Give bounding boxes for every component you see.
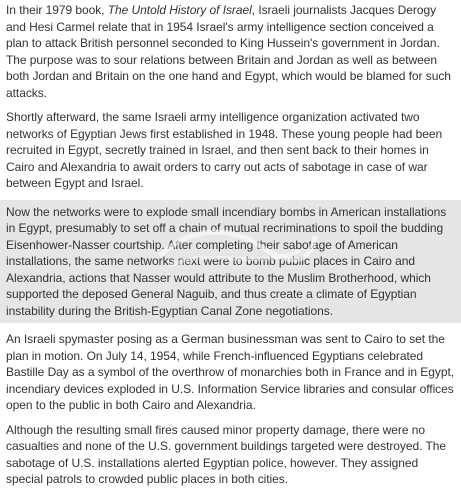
book-title: The Untold History of Israel	[107, 3, 252, 17]
paragraph-5: Although the resulting small fires caused minor property damage, there were no casualties and none of the U.S. government buildings targeted were destroyed. The sabotage of U.S. installations alerted Egyptian police, however. They assigned special patrols to crowded public places in both cities.	[6, 422, 447, 486]
paragraph-4: An Israeli spymaster posing as a German businessman was sent to Cairo to set the plan in motion. On July 14, 1954, while French-influenced Egyptians celebrated Bastille Day as a symbol of the overthrow of monarchies both in France and in Egypt, incendiary devices exploded in U.S. Information Service libraries and consular offices open to the public in both Cairo and Alexandria.	[6, 332, 455, 412]
paragraph-3-highlighted: Now the networks were to explode small incendiary bombs in American installations in Egypt, presumably to set off a chain of mutual recriminations to spoil the budding Eisenhower-Nasser courtship. After completing their sabotage of American installations, the same networks next were to bomb public places in Cairo and Alexandria, actions that Nasser would attribute to the Muslim Brotherhood, which supported the deposed General Naguib, and thus create a climate of Egyptian instability during the British-Egyptian Canal Zone negotiations.	[0, 200, 461, 324]
paragraph-1	[6, 2, 456, 101]
paragraph-1-lead: In their 1979 book,	[6, 3, 108, 17]
paragraph-1-rest: , Israeli journalists Jacques Derogy and Hesi Carmel relate that in 1954 Israel's army intelligence section conceived a plan to attack British personnel seconded to King Hussein's government in Jordan. The purpose was to sour relations between Britain and Jordan as well as between both Jordan and Britain on the one hand and Egypt, which would be blamed for such attacks.	[6, 3, 451, 100]
paragraph-2: Shortly afterward, the same Israeli army intelligence organization activated two networks of Egyptian Jews first established in 1948. These young people had been recruited in Egypt, secretly trained in Israel, and then sent back to their homes in Cairo and Alexandria to await orders to carry out acts of sabotage in case of war between Egypt and Israel.	[6, 110, 443, 190]
